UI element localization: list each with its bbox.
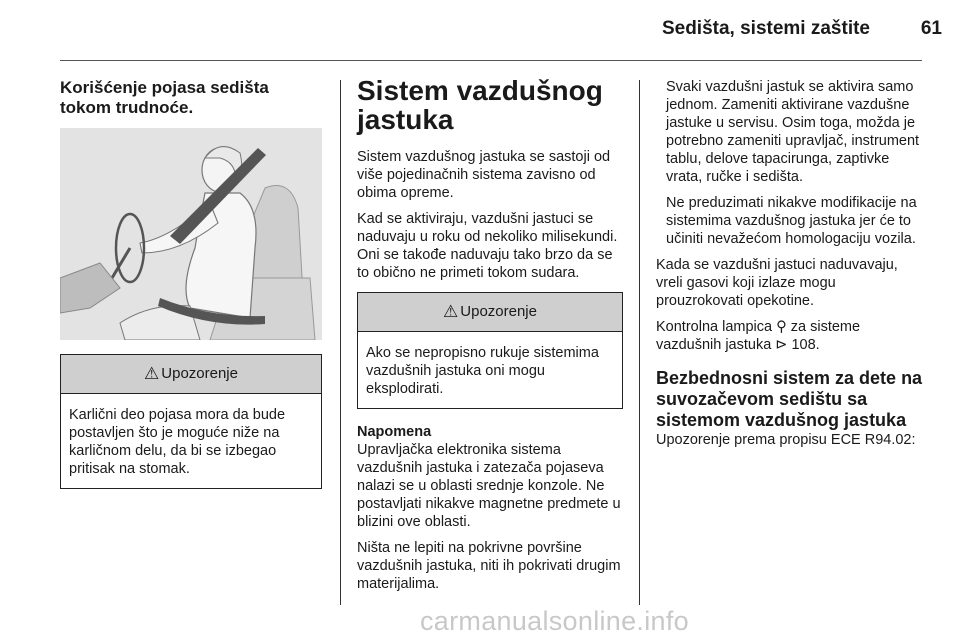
paragraph-text: za sisteme vazdušnih jastuka — [656, 319, 861, 353]
column-right — [656, 78, 926, 457]
subsection-heading: Bezbednosni sistem za dete na suvozačevom sedištu sa sistemom vazdušnog jastuka — [656, 368, 923, 430]
paragraph: Upozorenje prema propisu ECE R94.02: — [656, 432, 916, 448]
warning-header — [358, 293, 622, 332]
column-divider — [340, 80, 341, 605]
warning-box — [60, 354, 322, 489]
pregnant-driver-seatbelt-illustration — [60, 128, 322, 340]
note-text: Ništa ne lepiti na pokrivne površine vazdušnih jastuka, niti ih pokrivati drugim materijalima. — [357, 540, 621, 592]
column-divider — [639, 80, 640, 605]
indented-paragraph: Ne preduzimati nikakve modifikacije na sistemima vazdušnog jastuka jer će to učiniti nevažećom homologaciju vozila. — [666, 195, 917, 247]
paragraph-text: Kontrolna lampica — [656, 319, 773, 335]
section-heading: Korišćenje pojasa sedišta tokom trudnoće. — [60, 78, 269, 117]
page-reference-arrow-icon: ⊳ — [775, 337, 788, 353]
page-header-title: Sedišta, sistemi zaštite — [661, 18, 870, 39]
note-text: Upravljačka elektronika sistema vazdušnih jastuka i zatezača pojaseva nalazi se u oblasti srednje konzole. Ne postavljati nikakve magnetne predmete u blizini ove oblasti. — [357, 442, 621, 530]
warning-box — [357, 292, 623, 409]
paragraph: Kada se vazdušni jastuci naduvavaju, vreli gasovi koji izlaze mogu prouzrokovati opekotine. — [656, 257, 898, 309]
indented-paragraph: Svaki vazdušni jastuk se aktivira samo jednom. Zameniti aktivirane vazdušne jastuke u servisu. Osim toga, možda je potrebno zameniti upravljač, instrument tablu, delove tapacirunga, zaptivke vrata, ručke i sedišta. — [666, 79, 920, 185]
section-title: Sistem vazdušnog jastuka — [357, 75, 603, 135]
warning-text: Ako se nepropisno rukuje sistemima vazdušnih jastuka oni mogu eksplodirati. — [366, 345, 599, 397]
warning-label: Upozorenje — [161, 365, 238, 382]
page-number: 61 — [920, 18, 942, 39]
watermark: carmanualsonline.info — [420, 606, 689, 636]
page-reference: 108. — [791, 337, 820, 353]
warning-header — [61, 355, 321, 394]
warning-triangle-icon: ⚠ — [144, 364, 160, 383]
header-rule — [60, 60, 922, 61]
column-middle — [357, 76, 623, 601]
paragraph: Kad se aktiviraju, vazdušni jastuci se naduvaju u roku od nekoliko milisekundi. Oni se takođe naduvaju tako brzo da se to obično ne primeti tokom sudara. — [357, 211, 618, 281]
paragraph: Sistem vazdušnog jastuka se sastoji od više pojedinačnih sistema zavisno od obima opreme. — [357, 149, 611, 201]
column-left — [60, 78, 322, 489]
note-label: Napomena — [357, 424, 432, 440]
warning-triangle-icon: ⚠ — [443, 302, 459, 321]
warning-label: Upozorenje — [460, 303, 537, 320]
airbag-indicator-icon: ⚲ — [776, 319, 787, 335]
seatbelt-illustration-svg — [60, 128, 322, 340]
paragraph — [656, 318, 926, 354]
warning-text: Karlični deo pojasa mora da bude postavljen što je moguće niže na karličnom delu, da bi se izbegao pritisak na stomak. — [69, 407, 286, 477]
